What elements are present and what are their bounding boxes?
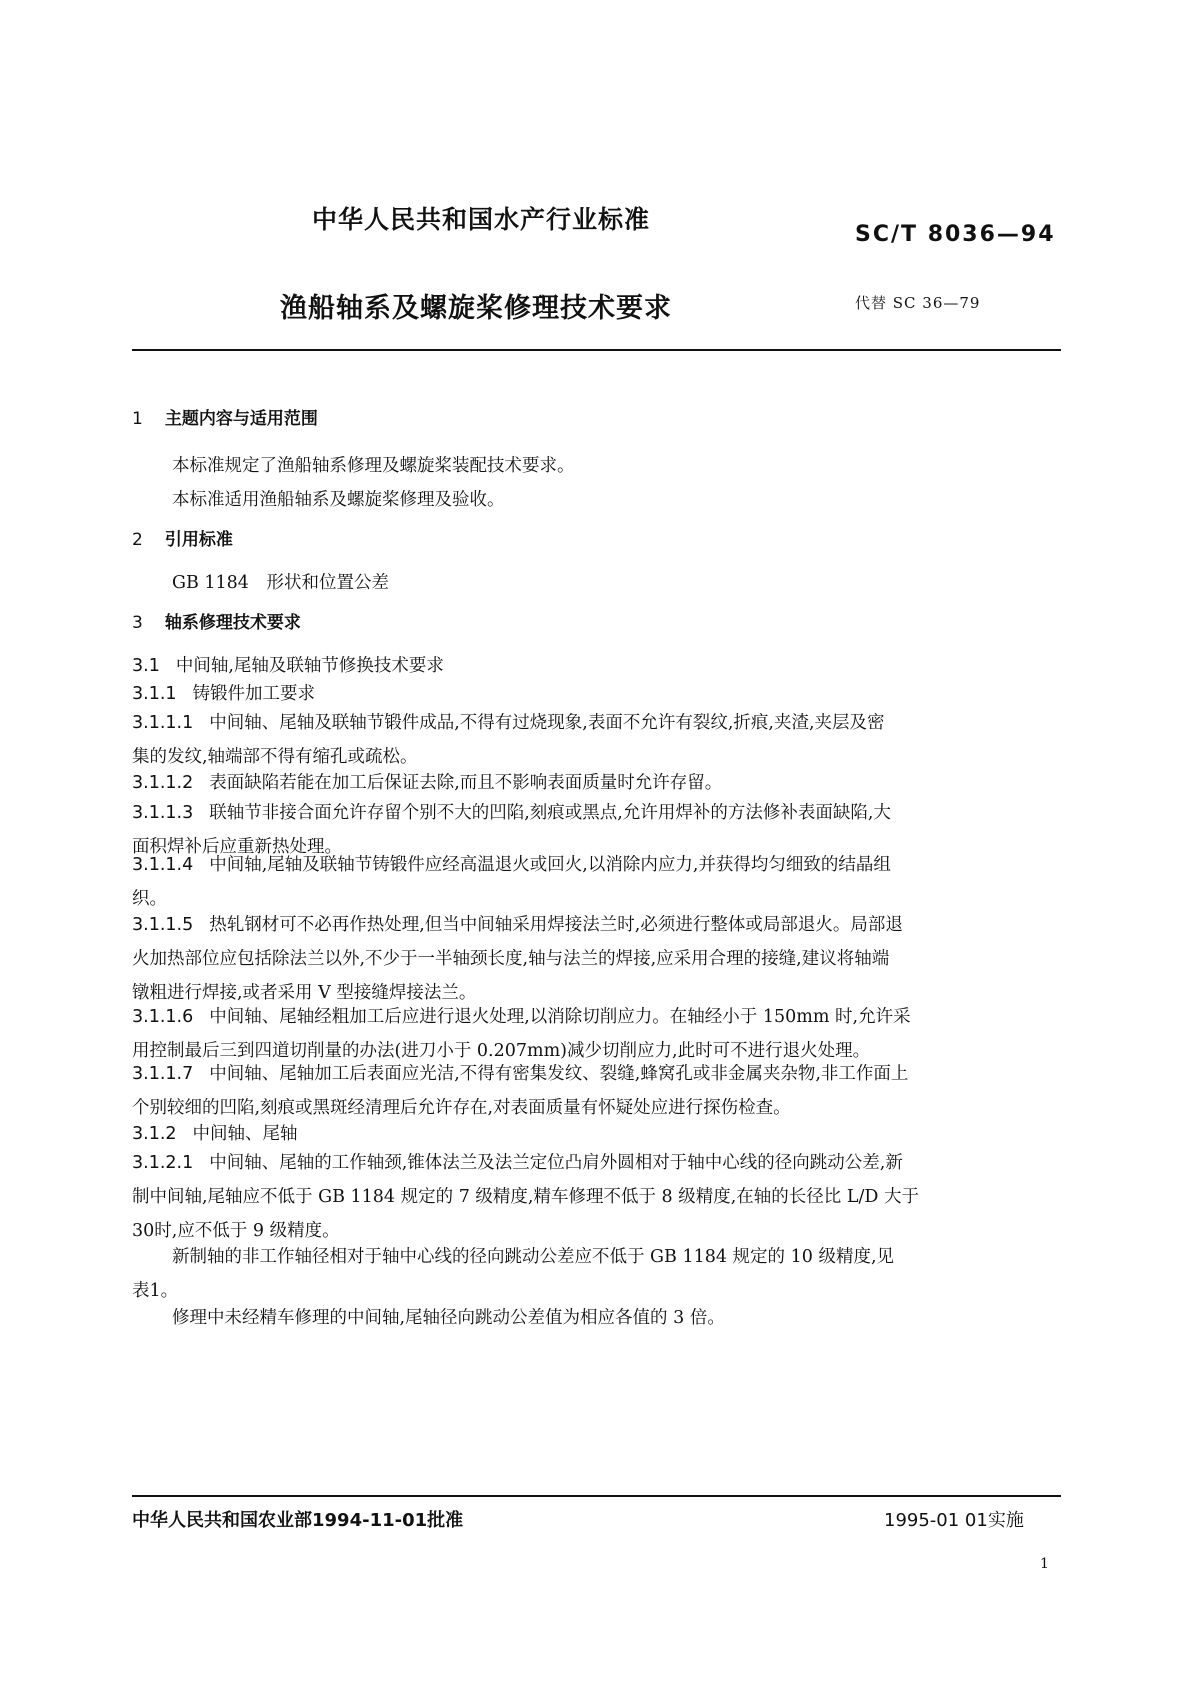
section-1-heading: 1 主题内容与适用范围 [132, 409, 318, 429]
new-shaft-paragraph: 新制轴的非工作轴径相对于轴中心线的径向跳动公差应不低于 GB 1184 规定的 10 级精度,见 表1。 [132, 1247, 895, 1301]
section-2-reference: GB 1184 形状和位置公差 [172, 573, 389, 593]
clause-3-1-2-1: 3.1.2.1 中间轴、尾轴的工作轴颈,锥体法兰及法兰定位凸肩外圆相对于轴中心线的径向跳动公差,新 制中间轴,尾轴应不低于 GB 1184 规定的 7 级精度,精车修理不低于 8 级精度,在轴的长径比 L/D 大于 30时,应不低于 9 级精度。 [132, 1153, 919, 1241]
clause-3-1-2: 3.1.2 中间轴、尾轴 [132, 1124, 298, 1144]
clause-3-1-1-7: 3.1.1.7 中间轴、尾轴加工后表面应光洁,不得有密集发纹、裂缝,蜂窝孔或非金属夹杂物,非工作面上 个别较细的凹陷,刻痕或黑斑经清理后允许存在,对表面质量有怀疑处应进行探伤检查。 [132, 1064, 909, 1118]
footer-divider [132, 1495, 1061, 1497]
clause-3-1-1: 3.1.1 铸锻件加工要求 [132, 684, 316, 704]
header-divider [132, 349, 1061, 351]
standard-code: SC/T 8036—94 [855, 222, 1056, 247]
section-3-heading: 3 轴系修理技术要求 [132, 613, 301, 633]
clause-3-1-1-4: 3.1.1.4 中间轴,尾轴及联轴节铸锻件应经高温退火或回火,以消除内应力,并获得均匀细致的结晶组 织。 [132, 855, 891, 909]
standard-category-title: 中华人民共和国水产行业标准 [312, 205, 651, 234]
effective-date: 1995-01 01实施 [884, 1510, 1024, 1531]
replaces-standard: 代替 SC 36—79 [855, 294, 981, 312]
clause-3-1: 3.1 中间轴,尾轴及联轴节修换技术要求 [132, 656, 444, 676]
clause-3-1-1-3: 3.1.1.3 联轴节非接合面允许存留个别不大的凹陷,刻痕或黑点,允许用焊补的方法修补表面缺陷,大 面积焊补后应重新热处理。 [132, 803, 891, 857]
clause-3-1-1-5: 3.1.1.5 热轧钢材可不必再作热处理,但当中间轴采用焊接法兰时,必须进行整体或局部退火。局部退 火加热部位应包括除法兰以外,不少于一半轴颈长度,轴与法兰的焊接,应采用合理的接缝,建议将轴端 镦粗进行焊接,或者采用 V 型接缝焊接法兰。 [132, 915, 903, 1003]
document-title: 渔船轴系及螺旋桨修理技术要求 [280, 293, 672, 324]
section-1-paragraph-1: 本标准规定了渔船轴系修理及螺旋桨装配技术要求。 [172, 456, 575, 476]
section-1-paragraph-2: 本标准适用渔船轴系及螺旋桨修理及验收。 [172, 490, 505, 510]
clause-3-1-1-2: 3.1.1.2 表面缺陷若能在加工后保证去除,而且不影响表面质量时允许存留。 [132, 773, 723, 793]
page-number: 1 [1040, 1556, 1049, 1572]
clause-3-1-1-6: 3.1.1.6 中间轴、尾轴经粗加工后应进行退火处理,以消除切削应力。在轴经小于 150mm 时,允许采 用控制最后三到四道切削量的办法(进刀小于 0.207mm)减少切削应力,此时可不进行退火处理。 [132, 1007, 911, 1061]
clause-3-1-1-1: 3.1.1.1 中间轴、尾轴及联轴节锻件成品,不得有过烧现象,表面不允许有裂纹,折痕,夹渣,夹层及密 集的发纹,轴端部不得有缩孔或疏松。 [132, 713, 885, 767]
approval-date: 中华人民共和国农业部1994-11-01批准 [132, 1510, 464, 1531]
section-2-heading: 2 引用标准 [132, 530, 233, 550]
repair-paragraph: 修理中未经精车修理的中间轴,尾轴径向跳动公差值为相应各值的 3 倍。 [172, 1308, 725, 1328]
